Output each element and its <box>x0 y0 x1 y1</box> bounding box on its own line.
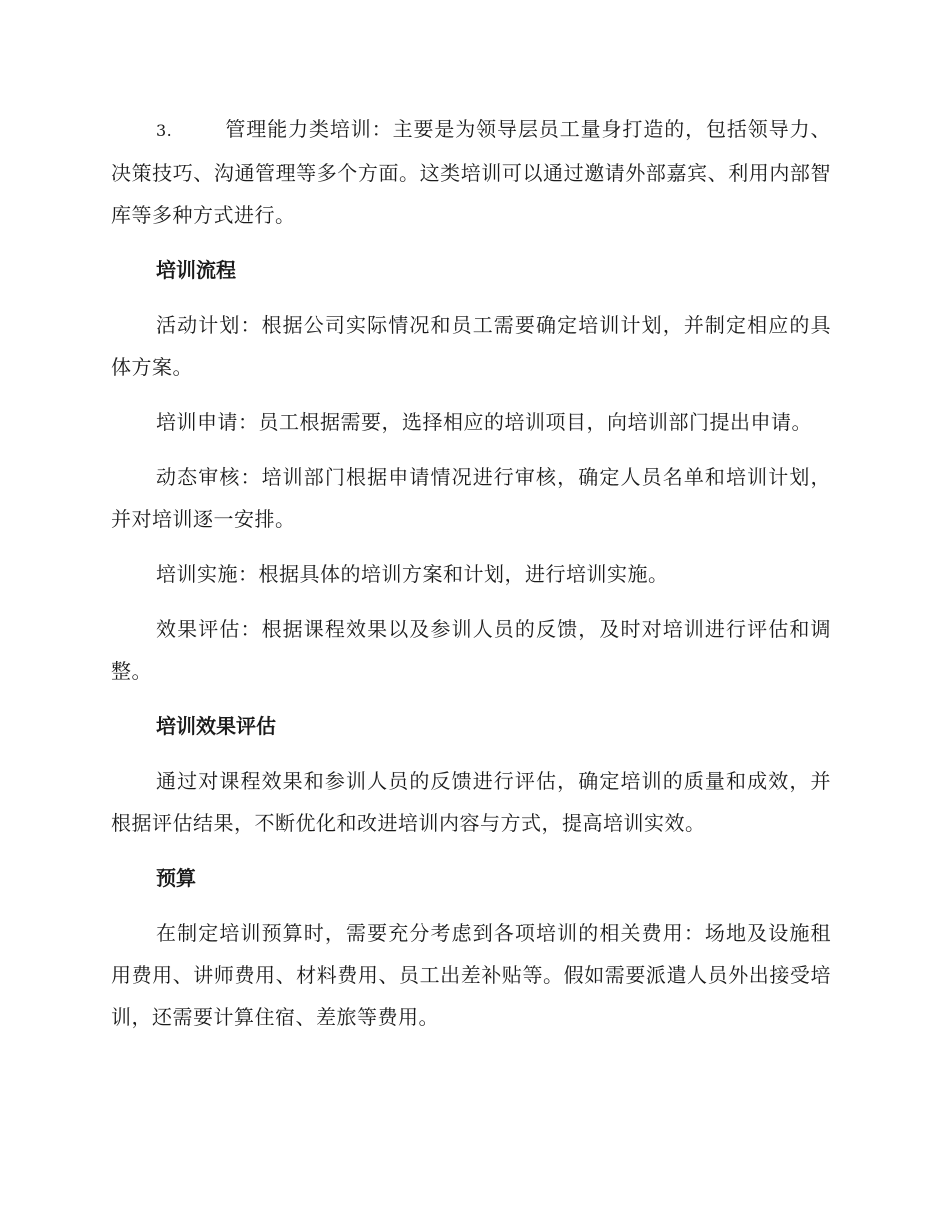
list-item-text: 管理能力类培训：主要是为领导层员工量身打造的，包括领导力、决策技巧、沟通管理等多个方面。这类培训可以通过邀请外部嘉宾、利用内部智库等多种方式进行。 <box>111 117 831 227</box>
section-heading-training-process: 培训流程 <box>156 258 236 282</box>
paragraph-budget: 在制定培训预算时，需要充分考虑到各项培训的相关费用：场地及设施租用费用、讲师费用、材料费用、员工出差补贴等。假如需要派遣人员外出接受培训，还需要计算住宿、差旅等费用。 <box>111 921 831 1029</box>
paragraph-dynamic-review: 动态审核：培训部门根据申请情况进行审核，确定人员名单和培训计划，并对培训逐一安排。 <box>111 465 831 531</box>
list-item-management-training <box>111 108 831 236</box>
paragraph-activity-plan: 活动计划：根据公司实际情况和员工需要确定培训计划，并制定相应的具体方案。 <box>111 313 831 379</box>
paragraph-training-implementation: 培训实施：根据具体的培训方案和计划，进行培训实施。 <box>156 562 669 586</box>
paragraph-training-application: 培训申请：员工根据需要，选择相应的培训项目，向培训部门提出申请。 <box>156 410 812 434</box>
document-body <box>111 108 831 1051</box>
paragraph-evaluation: 通过对课程效果和参训人员的反馈进行评估，确定培训的质量和成效，并根据评估结果，不断优化和改进培训内容与方式，提高培训实效。 <box>111 769 831 835</box>
section-heading-training-evaluation: 培训效果评估 <box>156 714 276 738</box>
section-heading-budget: 预算 <box>156 866 196 890</box>
paragraph-effect-assessment: 效果评估：根据课程效果以及参训人员的反馈，及时对培训进行评估和调整。 <box>111 617 831 683</box>
list-item-number: 3. <box>156 121 173 140</box>
